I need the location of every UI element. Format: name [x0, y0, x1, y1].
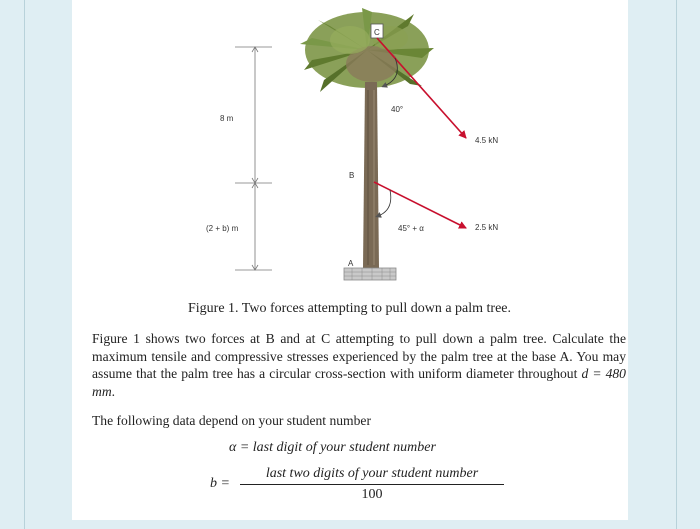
- b-equation-denominator: 100: [361, 487, 383, 502]
- point-c-label: C: [374, 28, 380, 37]
- point-b-label: B: [349, 171, 355, 180]
- b-equation-fraction: [240, 466, 504, 503]
- b-equation-numerator: last two digits of your student number: [240, 466, 504, 485]
- force-b-label: 2.5 kN: [475, 223, 499, 232]
- force-c-label: 4.5 kN: [475, 136, 499, 145]
- palm-trunk: [363, 82, 379, 268]
- problem-paragraph: [92, 330, 626, 400]
- ground-base: [344, 268, 396, 280]
- point-a-label: A: [348, 259, 354, 268]
- paragraph-text: Figure 1 shows two forces at B and at C attempting to pull down a palm tree. Calculate the maximum tensile and compressive stresses experienced by the palm tree at the base A. You may assume that the palm tree has a circular cross-section with uniform diameter throughout: [92, 331, 626, 381]
- page-left-edge: [24, 0, 25, 529]
- force-b-arrow: [374, 182, 466, 228]
- height-upper-label: 8 m: [220, 114, 234, 123]
- page-right-edge: [676, 0, 677, 529]
- dependency-text: The following data depend on your student number: [92, 413, 371, 428]
- palm-tree-figure: [72, 0, 628, 296]
- angle-b-label: 45° + α: [398, 224, 424, 233]
- figure-caption: Figure 1. Two forces attempting to pull down a palm tree.: [188, 301, 512, 316]
- angle-b-arc: [378, 190, 391, 216]
- diameter-expression: d = 480 mm: [92, 366, 626, 399]
- paragraph-end: .: [111, 383, 116, 399]
- height-dimension: [235, 47, 272, 270]
- b-equation-lhs: b =: [210, 476, 230, 491]
- alpha-equation: α = last digit of your student number: [229, 440, 436, 455]
- angle-c-label: 40°: [391, 105, 404, 114]
- document-page: [72, 0, 628, 520]
- height-lower-label: (2 + b) m: [206, 224, 239, 233]
